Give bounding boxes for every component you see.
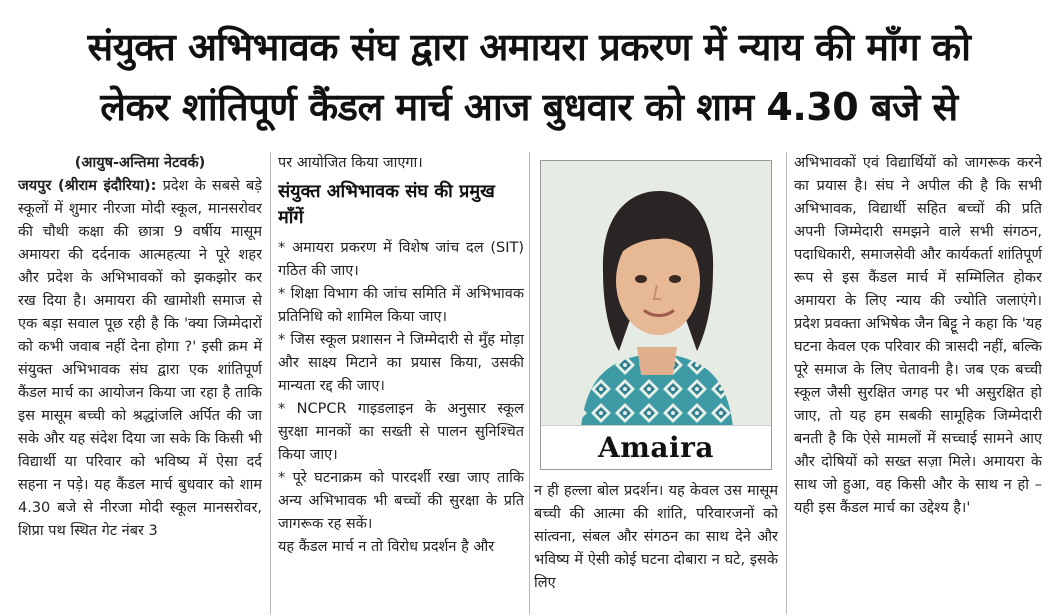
article-body-2-intro: पर आयोजित किया जाएगा। <box>278 155 423 171</box>
article-body-3: न ही हल्ला बोल प्रदर्शन। यह केवल उस मासूम बच्ची की आत्मा की शांति, परिवारजनों को सांत्वना, संबल और संगठन का साथ देने और भविष्य में ऐसी कोई घटना दोबारा न घटे, इसके लिए <box>534 483 778 591</box>
demand-item: * जिस स्कूल प्रशासन ने जिम्मेदारी से मुँह मोड़ा और साक्ष्य मिटाने का प्रयास किया, उसकी मान्यता रद्द की जाए। <box>278 332 524 394</box>
article-body-4: अभिभावकों एवं विद्यार्थियों को जागरूक करने का प्रयास है। संघ ने अपील की है कि सभी अभिभावक, विद्यार्थी सहित बच्चों की प्रति अपनी जिम्मेदारी समझने वाले सभी संगठन, पदाधिकारी, समाजसेवी और कार्यकर्ता शांतिपूर्ण रूप से इस कैंडल मार्च में सम्मिलित होकर अमायरा के लिए न्याय की ज्योति जलाएंगे। प्रदेश प्रवक्ता अभिषेक जैन बिट्टू ने कहा कि 'यह घटना केवल एक परिवार की त्रासदी नहीं, बल्कि पूरे समाज के लिए चेतावनी है। जब एक बच्ची स्कूल जैसी सुरक्षित जगह पर भी असुरक्षित हो जाए, तो यह हम सबकी सामूहिक जिम्मेदारी बनती है कि ऐसे मामलों में सच्चाई सामने आए और दोषियों को सख्त सज़ा मिले। अमायरा के साथ जो हुआ, वह किसी और के साथ न हो – यही इस कैंडल मार्च का उद्देश्य है।' <box>794 155 1042 516</box>
agency-credit: (आयुष-अन्तिमा नेटवर्क) <box>74 155 206 171</box>
demand-item: * NCPCR गाइडलाइन के अनुसार स्कूल सुरक्षा मानकों का सख्ती से पालन सुनिश्चित किया जाए। <box>278 401 524 463</box>
article-column-2 <box>278 152 524 614</box>
article-body-1: प्रदेश के सबसे बड़े स्कूलों में शुमार नीरजा मोदी स्कूल, मानसरोवर की चौथी कक्षा की छात्रा 9 वर्षीय मासूम अमायरा की दर्दनाक आत्महत्या ने पूरे शहर और प्रदेश के अभिभावकों को झकझोर कर रख दिया है। अमायरा की खामोशी समाज से एक बड़ा सवाल पूछ रही है कि 'क्या जिम्मेदारों को कभी जवाब नहीं देना होगा ?' इसी क्रम में संयुक्त अभिभावक संघ द्वारा एक शांतिपूर्ण कैंडल मार्च का आयोजन किया जा रहा है ताकि इस मासूम बच्ची को श्रद्धांजलि अर्पित की जा सके और यह संदेश दिया जा सके कि किसी भी विद्यार्थी या परिवार को भविष्य में ऐसा दर्द सहना न पड़े। यह कैंडल मार्च बुधवार को शाम 4.30 बजे से नीरजा मोदी स्कूल मानसरोवर, शिप्रा पथ स्थित गेट नंबर 3 <box>18 178 262 539</box>
demand-item: * अमायरा प्रकरण में विशेष जांच दल (SIT) गठित की जाए। <box>278 240 524 279</box>
article-column-1 <box>18 152 262 614</box>
article-column-4 <box>794 152 1042 614</box>
portrait-photo <box>540 160 772 470</box>
dateline: जयपुर (श्रीराम इंदौरिया): <box>18 178 157 194</box>
column-divider <box>786 152 787 614</box>
demands-subhead: संयुक्त अभिभावक संघ की प्रमुख माँगें <box>278 181 495 228</box>
girl-portrait-image <box>541 161 772 427</box>
photo-caption: Amaira <box>541 425 771 469</box>
article-column-3 <box>534 152 778 614</box>
headline-line-2: लेकर शांतिपूर्ण कैंडल मार्च आज बुधवार को शाम 4.30 बजे से <box>100 85 958 129</box>
demand-item: * शिक्षा विभाग की जांच समिति में अभिभावक प्रतिनिधि को शामिल किया जाए। <box>278 286 524 325</box>
column-divider <box>529 152 530 614</box>
article-body-2-tail: यह कैंडल मार्च न तो विरोध प्रदर्शन है और <box>278 539 495 555</box>
demand-item: * पूरे घटनाक्रम को पारदर्शी रखा जाए ताकि अन्य अभिभावक भी बच्चों की सुरक्षा के प्रति जागरूक रह सकें। <box>278 470 524 532</box>
article-paragraph-1 <box>18 175 262 543</box>
headline <box>0 0 1058 150</box>
headline-line-1: संयुक्त अभिभावक संघ द्वारा अमायरा प्रकरण में न्याय की माँग को <box>87 25 971 69</box>
column-divider <box>270 152 271 614</box>
